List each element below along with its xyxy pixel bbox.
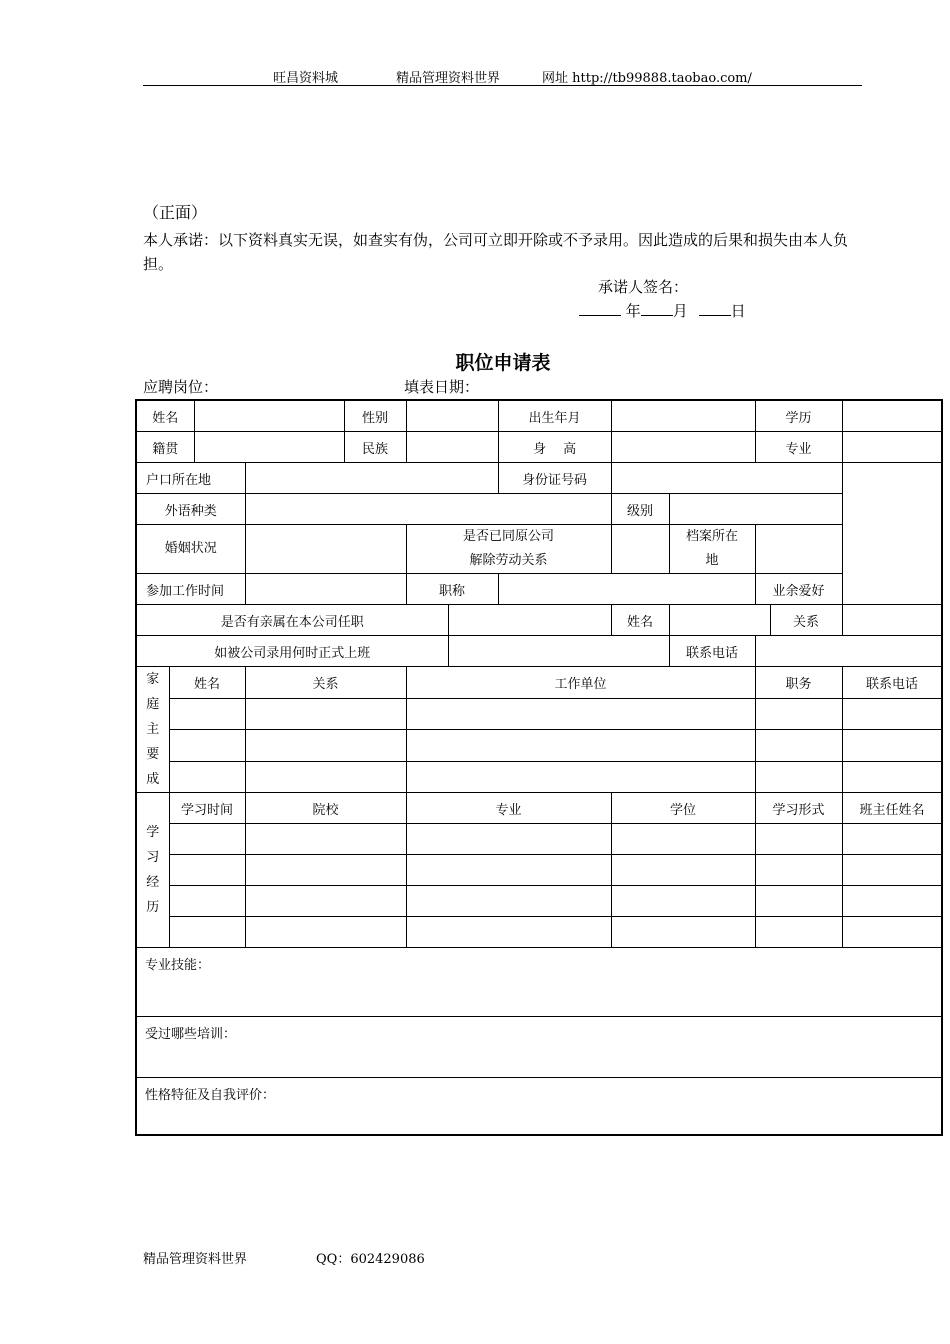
label-archive-line1: 档案所在 xyxy=(686,529,739,544)
label-marital: 婚姻状况 xyxy=(136,525,245,574)
form-title: 职位申请表 xyxy=(455,352,551,374)
study-label xyxy=(136,793,169,948)
personality-label: 性格特征及自我评价： xyxy=(145,1088,276,1103)
signer-label: 承诺人签名： xyxy=(598,278,689,296)
family-header-relation: 关系 xyxy=(245,667,406,699)
family-cell[interactable] xyxy=(842,698,942,730)
study-label-char: 历 xyxy=(146,900,160,915)
label-hobby: 业余爱好 xyxy=(755,574,842,605)
family-cell[interactable] xyxy=(755,698,842,730)
family-cell[interactable] xyxy=(245,761,406,793)
input-native-place[interactable] xyxy=(194,432,344,463)
header-url-link[interactable]: http://tb99888.taobao.com/ xyxy=(572,71,752,86)
family-row xyxy=(136,698,942,730)
study-label-char: 习 xyxy=(146,850,160,865)
family-row xyxy=(136,761,942,793)
label-start-date: 如被公司录用何时正式上班 xyxy=(136,636,448,667)
family-label xyxy=(136,667,169,793)
month-label: 月 xyxy=(672,302,688,320)
label-birth: 出生年月 xyxy=(498,400,611,432)
label-level: 级别 xyxy=(611,494,669,525)
input-start-date[interactable] xyxy=(448,636,669,667)
study-cell[interactable] xyxy=(245,824,406,855)
study-header-school: 院校 xyxy=(245,793,406,824)
fill-date-label: 填表日期： xyxy=(404,378,480,396)
input-hukou[interactable] xyxy=(245,463,498,494)
label-terminated xyxy=(406,525,611,574)
label-education: 学历 xyxy=(755,400,842,432)
study-cell[interactable] xyxy=(245,855,406,886)
input-language[interactable] xyxy=(245,494,611,525)
training-block[interactable] xyxy=(136,1017,942,1078)
study-header-time: 学习时间 xyxy=(169,793,245,824)
family-cell[interactable] xyxy=(755,761,842,793)
family-cell[interactable] xyxy=(406,730,755,762)
label-relative-name: 姓名 xyxy=(611,605,669,636)
label-archive-line2: 地 xyxy=(705,553,719,568)
label-hukou: 户口所在地 xyxy=(136,463,245,494)
input-title[interactable] xyxy=(498,574,755,605)
personality-block[interactable] xyxy=(136,1078,942,1136)
study-cell[interactable] xyxy=(169,886,245,917)
study-cell[interactable] xyxy=(245,886,406,917)
label-name: 姓名 xyxy=(136,400,194,432)
label-major: 专业 xyxy=(755,432,842,463)
study-cell[interactable] xyxy=(406,886,611,917)
study-cell[interactable] xyxy=(755,886,842,917)
study-label-char: 经 xyxy=(146,875,160,890)
family-label-char: 成 xyxy=(146,772,160,787)
input-level[interactable] xyxy=(669,494,842,525)
input-height[interactable] xyxy=(611,432,755,463)
application-form xyxy=(135,399,943,1136)
label-relatives: 是否有亲属在本公司任职 xyxy=(136,605,448,636)
training-label: 受过哪些培训： xyxy=(145,1027,237,1042)
input-relatives[interactable] xyxy=(448,605,611,636)
family-cell[interactable] xyxy=(245,730,406,762)
header-url[interactable] xyxy=(542,67,752,86)
study-cell[interactable] xyxy=(406,855,611,886)
label-gender: 性别 xyxy=(344,400,406,432)
study-header-degree: 学位 xyxy=(611,793,755,824)
input-archive[interactable] xyxy=(755,525,842,574)
study-cell[interactable] xyxy=(611,855,755,886)
input-phone[interactable] xyxy=(755,636,942,667)
sign-date xyxy=(579,300,746,321)
study-cell[interactable] xyxy=(611,917,755,948)
label-archive xyxy=(669,525,755,574)
study-row xyxy=(136,824,942,855)
label-title: 职称 xyxy=(406,574,498,605)
input-work-start[interactable] xyxy=(245,574,406,605)
family-header-employer: 工作单位 xyxy=(406,667,755,699)
study-cell[interactable] xyxy=(406,917,611,948)
family-cell[interactable] xyxy=(169,730,245,762)
family-cell[interactable] xyxy=(169,698,245,730)
label-height: 身 高 xyxy=(498,432,611,463)
family-cell[interactable] xyxy=(842,761,942,793)
study-row xyxy=(136,917,942,948)
family-header-name: 姓名 xyxy=(169,667,245,699)
input-birth[interactable] xyxy=(611,400,755,432)
study-row xyxy=(136,886,942,917)
family-cell[interactable] xyxy=(755,730,842,762)
study-cell[interactable] xyxy=(245,917,406,948)
label-terminated-line2: 解除劳动关系 xyxy=(469,553,548,568)
family-header-position: 职务 xyxy=(755,667,842,699)
study-cell[interactable] xyxy=(169,824,245,855)
study-header-advisor: 班主任姓名 xyxy=(842,793,942,824)
study-header-major: 专业 xyxy=(406,793,611,824)
study-cell[interactable] xyxy=(842,855,942,886)
month-blank[interactable] xyxy=(641,301,673,316)
study-cell[interactable] xyxy=(755,855,842,886)
family-row xyxy=(136,730,942,762)
family-label-char: 要 xyxy=(146,747,160,762)
input-relation[interactable] xyxy=(842,605,942,636)
study-cell[interactable] xyxy=(842,824,942,855)
study-label-char: 学 xyxy=(146,825,160,840)
label-native-place: 籍贯 xyxy=(136,432,194,463)
year-label: 年 xyxy=(625,302,641,320)
header-divider xyxy=(143,85,862,86)
input-terminated[interactable] xyxy=(611,525,669,574)
family-label-char: 家 xyxy=(146,672,160,687)
study-cell[interactable] xyxy=(169,855,245,886)
input-education[interactable] xyxy=(842,400,942,432)
input-relative-name[interactable] xyxy=(669,605,770,636)
study-cell[interactable] xyxy=(842,917,942,948)
family-cell[interactable] xyxy=(245,698,406,730)
family-cell[interactable] xyxy=(406,698,755,730)
header-shop: 旺昌资料城 xyxy=(273,71,339,86)
input-gender[interactable] xyxy=(406,400,498,432)
study-cell[interactable] xyxy=(842,886,942,917)
label-ethnicity: 民族 xyxy=(344,432,406,463)
input-marital[interactable] xyxy=(245,525,406,574)
pledge-text: 本人承诺：以下资料真实无误，如查实有伪，公司可立即开除或不予录用。因此造成的后果和损失由本人负担。 xyxy=(143,231,849,273)
family-label-char: 庭 xyxy=(146,697,160,712)
label-relation: 关系 xyxy=(770,605,842,636)
footer-left: 精品管理资料世界 xyxy=(143,1252,248,1267)
family-header-phone: 联系电话 xyxy=(842,667,942,699)
family-cell[interactable] xyxy=(406,761,755,793)
header-slogan: 精品管理资料世界 xyxy=(396,71,501,86)
input-ethnicity[interactable] xyxy=(406,432,498,463)
label-terminated-line1: 是否已同原公司 xyxy=(463,529,555,544)
study-header-mode: 学习形式 xyxy=(755,793,842,824)
input-name[interactable] xyxy=(194,400,344,432)
family-cell[interactable] xyxy=(169,761,245,793)
study-cell[interactable] xyxy=(406,824,611,855)
header-url-label: 网址 xyxy=(542,71,569,86)
family-label-char: 主 xyxy=(146,722,160,737)
input-major[interactable] xyxy=(842,432,942,463)
study-cell[interactable] xyxy=(611,824,755,855)
study-cell[interactable] xyxy=(755,917,842,948)
skills-block[interactable] xyxy=(136,948,942,1017)
study-cell[interactable] xyxy=(169,917,245,948)
footer-qq: QQ：602429086 xyxy=(316,1252,425,1267)
study-cell[interactable] xyxy=(611,886,755,917)
label-work-start: 参加工作时间 xyxy=(136,574,245,605)
skills-label: 专业技能： xyxy=(145,958,211,973)
day-blank[interactable] xyxy=(699,301,731,316)
side-label: （正面） xyxy=(143,203,208,222)
study-row xyxy=(136,855,942,886)
year-blank[interactable] xyxy=(579,301,621,316)
label-phone: 联系电话 xyxy=(669,636,755,667)
label-language: 外语种类 xyxy=(136,494,245,525)
position-label: 应聘岗位： xyxy=(143,378,219,396)
day-label: 日 xyxy=(730,302,746,320)
family-cell[interactable] xyxy=(842,730,942,762)
label-id-number: 身份证号码 xyxy=(498,463,611,494)
study-cell[interactable] xyxy=(755,824,842,855)
input-id-number[interactable] xyxy=(611,463,842,494)
